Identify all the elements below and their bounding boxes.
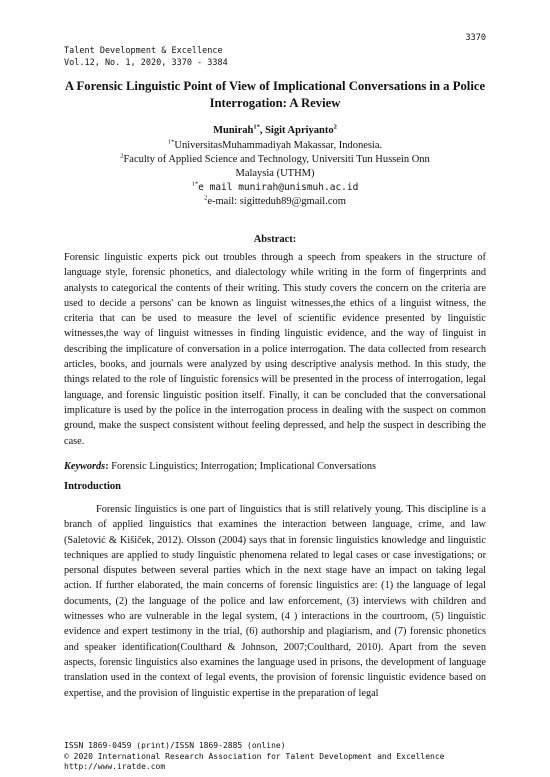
affiliation-superscript: 1* — [167, 138, 175, 146]
author-name: Munirah — [213, 125, 254, 136]
author-superscript: 2 — [333, 123, 337, 131]
email-text: e-mail: sigitteduh89@gmail.com — [207, 196, 346, 207]
author-separator: , — [259, 125, 266, 136]
affiliation-line — [64, 167, 486, 181]
affiliation-line — [64, 153, 486, 167]
keywords-separator: : — [105, 461, 112, 472]
abstract-text: Forensic linguistic experts pick out troubles through a speech from speakers in the structure of language style, forensic phonetics, and dialectology while writing in the form of fingerprints and analysts to categorical the contents of their writing. This study covers the concern on the criteria are used to decide a persons' can be known as linguist witnesses,the ethics of a linguist witness, the criteria that can be used to measure the level of scientific evidence presented by linguistic witnesses,the way of linguist witnesses in finding linguistic evidence, and the way of linguist in describing the implicature of conversation in a police interrogation. The data collected from research articles, books, and journals were analyzed by using descriptive analysis method. In this study, the things related to the role of linguistic forensics will be presented in the process of interrogation, legal language, and forensic linguistic position itself. Finally, it can be concluded that the conversational implicature is used by the police in the interrogation process in dealing with the suspect on common ground, make the suspect consistent without feeling depressed, and help the suspect in describing the case. — [64, 252, 486, 447]
author-name: Sigit Apriyanto — [265, 125, 334, 136]
introduction-text: Forensic linguistics is one part of linguistics that is still relatively young. This discipline is a branch of applied linguistics that examines the interaction between language, crime, and law (Saletović & Kišiček, 2012). Olsson (2004) says that in forensic linguistics knowledge and linguistic techniques are applied to study linguistic phenomena related to legal cases or case investigations; or personal disputes between several parties which in the next stage have an impact on taking legal action. If further elaborated, the main concerns of forensic linguistics are: (1) the language of legal documents, (2) the language of the police and law enforcement, (3) interviews with children and witnesses who are vulnerable in the legal system, (4 ) interactions in the courtroom, (5) linguistic evidence and expert testimony in the trial, (6) authorship and plagiarism, and (7) forensic phonetics and speaker identification(Coulthard & Johnson, 2007;Coulthard, 2010). Apart from the seven aspects, forensic linguistics also examines the language used in prisons, the development of language translation used in the context of legal events, the provision of forensic linguistic evidence based on expertise, and the provision of linguistic expertise in the preparation of legal — [64, 504, 486, 699]
issn-line: ISSN 1869-0459 (print)/ISSN 1869-2885 (online) — [64, 741, 286, 750]
journal-name: Talent Development & Excellence — [64, 46, 223, 56]
email-line — [64, 195, 486, 209]
affiliation-superscript: 2 — [120, 152, 124, 160]
affiliation-line — [64, 139, 486, 153]
affiliation-text: Malaysia (UTHM) — [235, 168, 315, 179]
affiliation-text: Faculty of Applied Science and Technology, Universiti Tun Hussein Onn — [123, 154, 430, 165]
page-number: 3370 — [465, 33, 486, 43]
abstract-heading: Abstract: — [253, 234, 297, 245]
email-text: e mail munirah@unismuh.ac.id — [198, 182, 359, 193]
page-footer — [64, 741, 445, 773]
introduction-heading: Introduction — [64, 481, 121, 492]
email-superscript: 2 — [204, 194, 208, 202]
copyright-line: © 2020 International Research Association for Talent Development and Excellence — [64, 751, 445, 761]
website-link[interactable]: http://www.iratde.com — [64, 762, 166, 771]
author-superscript: 1* — [253, 123, 260, 131]
keywords-text: Forensic Linguistics; Interrogation; Implicational Conversations — [111, 461, 377, 472]
keywords-line — [64, 461, 376, 472]
paper-title: A Forensic Linguistic Point of View of Implicational Conversations in a Police Interrogation: A Review — [64, 79, 486, 110]
authors-block — [64, 124, 486, 209]
email-superscript: 1* — [191, 180, 199, 188]
email-line — [64, 181, 486, 195]
journal-volume: Vol.12, No. 1, 2020, 3370 - 3384 — [64, 58, 228, 68]
keywords-label: Keywords — [64, 461, 106, 472]
author-list — [64, 124, 486, 138]
affiliation-text: UniversitasMuhammadiyah Makassar, Indonesia. — [174, 140, 383, 151]
